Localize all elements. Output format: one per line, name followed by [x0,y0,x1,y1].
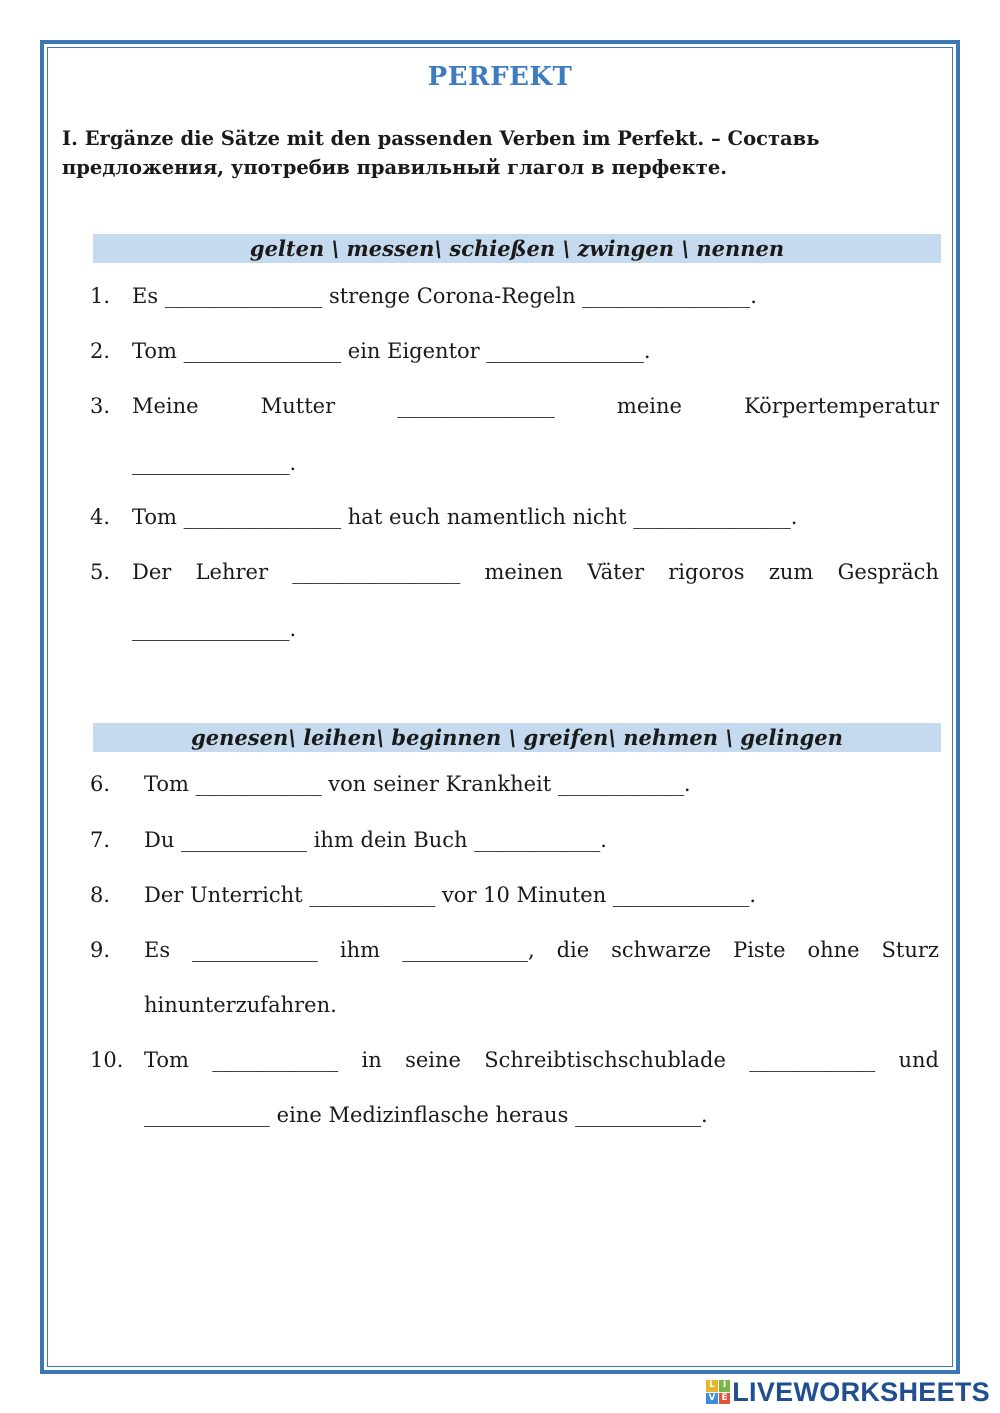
word: Tom [144,1048,189,1072]
word: ohne [807,938,860,962]
item-number-8: 8. [90,883,111,907]
exercise-sentence-2: Tom _______________ ein Eigentor _______________. [132,339,651,363]
word: zum [768,560,814,584]
word: und [898,1048,939,1072]
answer-blank[interactable]: ____________ [749,1048,876,1072]
word: meine [616,394,682,418]
item-number-4: 4. [90,505,111,529]
word: schwarze [611,938,712,962]
word: Meine [132,394,199,418]
exercise-sentence-9 [144,936,939,964]
item-number-9: 9. [90,938,111,962]
word: Mutter [260,394,336,418]
logo-mark-icon [706,1380,730,1404]
exercise-sentence-10 [144,1046,939,1074]
item-number-1: 1. [90,284,111,308]
answer-blank[interactable]: ____________ [212,1048,339,1072]
exercise-sentence-7: Du ____________ ihm dein Buch ____________. [144,828,607,852]
answer-blank[interactable]: ____________ [192,938,319,962]
logo-mark-letter: L [706,1380,718,1392]
logo-mark-letter: I [719,1380,731,1392]
word: ihm [339,938,381,962]
word: rigoros [668,560,745,584]
item-number-2: 2. [90,339,111,363]
worksheet-title: PERFEKT [427,62,573,92]
word: Lehrer [195,560,268,584]
word: die [556,938,590,962]
verb-box-2: genesen\ leihen\ beginnen \ greifen\ nehmen \ gelingen [93,723,941,752]
exercise-sentence-3-cont: _______________. [132,451,297,475]
exercise-sentence-3 [132,392,939,420]
item-number-3: 3. [90,394,111,418]
exercise-sentence-9-cont: hinunterzufahren. [144,993,337,1017]
word: Körpertemperatur [744,394,939,418]
exercise-sentence-5 [132,558,939,586]
word: Es [144,938,171,962]
word: Piste [733,938,786,962]
word: Der [132,560,172,584]
exercise-sentence-10-cont: ____________ eine Medizinflasche heraus ____________. [144,1103,708,1127]
word: Sturz [881,938,939,962]
item-number-5: 5. [90,560,111,584]
item-number-7: 7. [90,828,111,852]
instruction-text: I. Ergänze die Sätze mit den passenden Verben im Perfekt. – Составь предложения, употребив правильный глагол в перфекте. [62,127,820,179]
liveworksheets-logo[interactable] [706,1377,990,1407]
exercise-sentence-8: Der Unterricht ____________ vor 10 Minuten _____________. [144,883,757,907]
logo-mark-letter: E [719,1393,731,1405]
logo-mark-letter: V [706,1393,718,1405]
exercise-sentence-4: Tom _______________ hat euch namentlich nicht _______________. [132,505,798,529]
logo-text: LIVEWORKSHEETS [732,1376,990,1407]
word: Schreibtischschublade [484,1048,726,1072]
exercise-sentence-1: Es _______________ strenge Corona-Regeln ________________. [132,284,757,308]
word: seine [405,1048,461,1072]
exercise-sentence-5-cont: _______________. [132,617,297,641]
word: meinen [484,560,564,584]
answer-blank[interactable]: _______________ [397,394,555,418]
word: Väter [587,560,644,584]
exercise-sentence-6: Tom ____________ von seiner Krankheit ____________. [144,772,691,796]
verb-box-1: gelten \ messen\ schießen \ zwingen \ nennen [93,234,941,263]
item-number-6: 6. [90,772,111,796]
word: in [361,1048,382,1072]
item-number-10: 10. [90,1048,124,1072]
answer-blank[interactable]: ____________, [401,938,535,962]
word: Gespräch [837,560,939,584]
answer-blank[interactable]: ________________ [292,560,461,584]
